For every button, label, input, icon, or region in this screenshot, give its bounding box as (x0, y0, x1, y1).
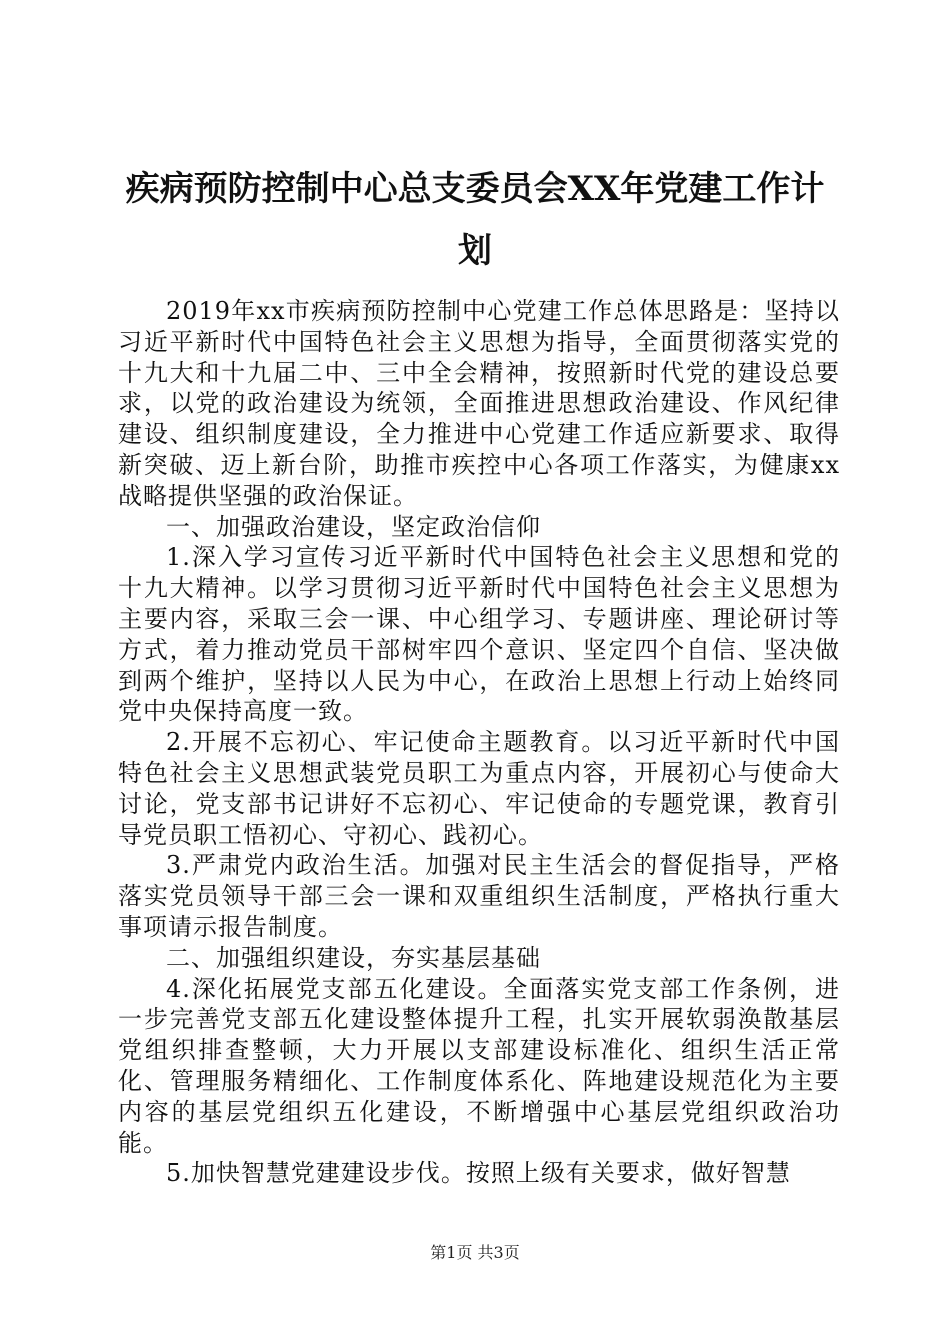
paragraph-item-3: 3.严肃党内政治生活。加强对民主生活会的督促指导，严格落实党员领导干部三会一课和双重组织生活制度，严格执行重大事项请示报告制度。 (118, 851, 840, 941)
section-heading-organization: 二、加强组织建设，夯实基层基础 (166, 943, 541, 972)
paragraph-item-2: 2.开展不忘初心、牢记使命主题教育。以习近平新时代中国特色社会主义思想武装党员职工为重点内容，开展初心与使命大讨论，党支部书记讲好不忘初心、牢记使命的专题党课，教育引导党员职工悟初心、守初心、践初心。 (118, 728, 840, 849)
document-title: 疾病预防控制中心总支委员会XX年党建工作计划 (125, 169, 825, 271)
paragraph-overview: 2019年xx市疾病预防控制中心党建工作总体思路是：坚持以习近平新时代中国特色社会主义思想为指导，全面贯彻落实党的十九大和十九届二中、三中全会精神，按照新时代党的建设总要求，以党的政治建设为统领，全面推进思想政治建设、作风纪律建设、组织制度建设，全力推进中心党建工作适应新要求、取得新突破、迈上新台阶，助推市疾控中心各项工作落实，为健康xx战略提供坚强的政治保证。 (118, 297, 840, 510)
document-body (118, 296, 840, 1189)
paragraph-item-1: 1.深入学习宣传习近平新时代中国特色社会主义思想和党的十九大精神。以学习贯彻习近平新时代中国特色社会主义思想为主要内容，采取三会一课、中心组学习、专题讲座、理论研讨等方式，着力推动党员干部树牢四个意识、坚定四个自信、坚决做到两个维护，坚持以人民为中心，在政治上思想上行动上始终同党中央保持高度一致。 (118, 543, 840, 726)
paragraph-item-5: 5.加快智慧党建建设步伐。按照上级有关要求，做好智慧 (166, 1159, 791, 1188)
paragraph-item-4: 4.深化拓展党支部五化建设。全面落实党支部工作条例，进一步完善党支部五化建设整体提升工程，扎实开展软弱涣散基层党组织排查整顿，大力开展以支部建设标准化、组织生活正常化、管理服务精细化、工作制度体系化、阵地建设规范化为主要内容的基层党组织五化建设，不断增强中心基层党组织政治功能。 (118, 974, 840, 1157)
section-heading-political: 一、加强政治建设，坚定政治信仰 (166, 512, 541, 541)
page-footer: 第1页 共3页 (430, 1243, 520, 1262)
